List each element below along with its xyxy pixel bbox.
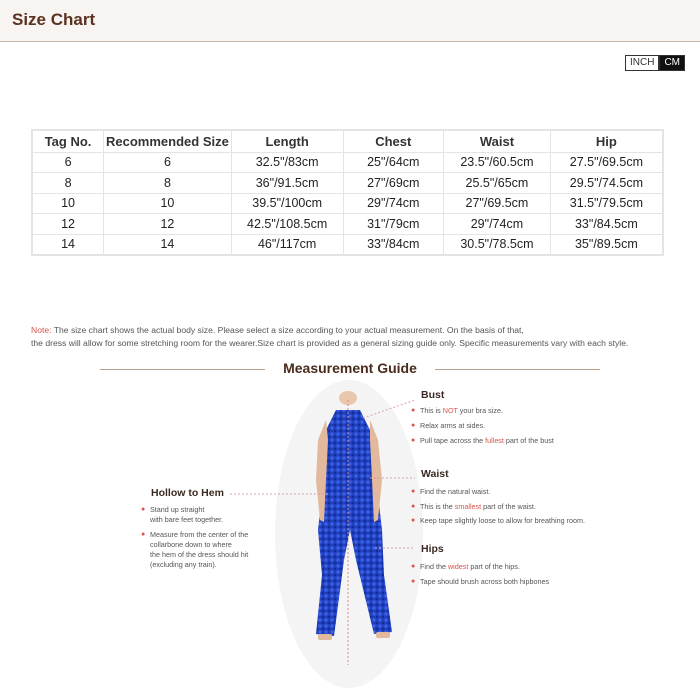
table-cell: 36"/91.5cm: [231, 173, 343, 194]
bullet-dot-icon: ●: [141, 506, 146, 513]
table-cell: 6: [104, 152, 232, 173]
table-cell: 27"/69cm: [343, 173, 444, 194]
bullet-dot-icon: ●: [411, 422, 416, 429]
table-cell: 12: [104, 214, 232, 235]
table-cell: 39.5"/100cm: [231, 193, 343, 214]
bullet-highlight: widest: [447, 562, 469, 571]
bullet-text: with bare feet together.: [150, 515, 224, 524]
unit-cm-button[interactable]: CM: [659, 55, 685, 71]
table-cell: 10: [104, 193, 232, 214]
waist-bullet-1: [411, 487, 490, 497]
waist-bullet-2: [411, 502, 536, 512]
hollow-bullet-2: [141, 530, 248, 570]
table-cell: 8: [32, 173, 104, 194]
table-cell: 33"/84.5cm: [550, 214, 663, 235]
table-cell: 8: [104, 173, 232, 194]
bust-bullet-2: [411, 421, 485, 431]
bullet-text: part of the bust: [503, 436, 554, 445]
bullet-dot-icon: ●: [411, 488, 416, 495]
table-cell: 46"/117cm: [231, 234, 343, 255]
bust-pointer-line: [363, 400, 415, 418]
page-title: Size Chart: [12, 10, 96, 29]
bullet-text: part of the waist.: [481, 502, 536, 511]
column-header: Chest: [343, 130, 444, 152]
bust-bullet-3: [411, 436, 554, 446]
bullet-text: Keep tape slightly loose to allow for breathing room.: [420, 516, 586, 525]
waist-title: Waist: [421, 468, 449, 480]
bullet-text: Stand up straight: [150, 505, 205, 514]
bullet-text: (excluding any train).: [150, 560, 217, 569]
table-cell: 23.5"/60.5cm: [444, 152, 551, 173]
table-cell: 29"/74cm: [444, 214, 551, 235]
hips-bullet-2: [411, 577, 549, 587]
table-cell: 30.5"/78.5cm: [444, 234, 551, 255]
bullet-highlight: NOT: [442, 406, 458, 415]
table-cell: 27.5"/69.5cm: [550, 152, 663, 173]
bullet-text: Find the natural waist.: [420, 487, 491, 496]
table-cell: 27"/69.5cm: [444, 193, 551, 214]
hips-title: Hips: [421, 543, 444, 555]
table-cell: 25.5"/65cm: [444, 173, 551, 194]
note-line-1: The size chart shows the actual body size. Please select a size according to your actual measurement. On the basis of that,: [51, 325, 524, 335]
bullet-text: Relax arms at sides.: [420, 421, 486, 430]
table-cell: 10: [32, 193, 104, 214]
bullet-dot-icon: ●: [411, 563, 416, 570]
bullet-text: This is the: [420, 502, 455, 511]
bust-bullet-1: [411, 406, 503, 416]
bullet-dot-icon: ●: [411, 578, 416, 585]
note-line-2: the dress will allow for some stretching room for the wearer.Size chart is provided as a general sizing guide only. Specific measurements vary with each style.: [31, 337, 629, 348]
table-cell: 31.5"/79.5cm: [550, 193, 663, 214]
measurement-guide-title: Measurement Guide: [283, 360, 417, 376]
column-header: Recommended Size: [104, 130, 232, 152]
bullet-dot-icon: ●: [411, 437, 416, 444]
column-header: Tag No.: [32, 130, 104, 152]
bullet-text: part of the hips.: [468, 562, 520, 571]
hollow-bullet-1: [141, 505, 223, 525]
hips-bullet-1: [411, 562, 520, 572]
left-foot: [318, 634, 332, 640]
column-header: Waist: [444, 130, 551, 152]
table-cell: 35"/89.5cm: [550, 234, 663, 255]
bullet-text: Pull tape across the: [420, 436, 486, 445]
table-cell: 12: [32, 214, 104, 235]
unit-inch-button[interactable]: INCH: [625, 55, 659, 71]
table-cell: 32.5"/83cm: [231, 152, 343, 173]
neck-shape: [339, 391, 357, 405]
bullet-text: collarbone down to where: [150, 540, 232, 549]
table-cell: 31"/79cm: [343, 214, 444, 235]
bullet-text: the hem of the dress should hit: [150, 550, 249, 559]
bust-title: Bust: [421, 389, 445, 401]
note-label: Note:: [31, 325, 52, 335]
bullet-text: Tape should brush across both hipbones: [420, 577, 550, 586]
bullet-text: your bra size.: [457, 406, 503, 415]
table-cell: 42.5"/108.5cm: [231, 214, 343, 235]
table-cell: 29.5"/74.5cm: [550, 173, 663, 194]
table-cell: 29"/74cm: [343, 193, 444, 214]
bullet-dot-icon: ●: [411, 503, 416, 510]
table-cell: 14: [32, 234, 104, 255]
bullet-text: This is: [420, 406, 443, 415]
table-cell: 6: [32, 152, 104, 173]
column-header: Length: [231, 130, 343, 152]
waist-bullet-3: [411, 516, 585, 526]
table-cell: 33"/84cm: [343, 234, 444, 255]
table-cell: 14: [104, 234, 232, 255]
bullet-text: Find the: [420, 562, 448, 571]
bullet-highlight: smallest: [454, 502, 482, 511]
hollow-to-hem-title: Hollow to Hem: [151, 487, 224, 499]
bullet-text: Measure from the center of the: [150, 530, 249, 539]
bullet-dot-icon: ●: [411, 517, 416, 524]
bullet-dot-icon: ●: [141, 531, 146, 538]
bullet-highlight: fullest: [485, 436, 504, 445]
table-cell: 25"/64cm: [343, 152, 444, 173]
column-header: Hip: [550, 130, 663, 152]
right-foot: [376, 632, 390, 638]
bullet-dot-icon: ●: [411, 407, 416, 414]
